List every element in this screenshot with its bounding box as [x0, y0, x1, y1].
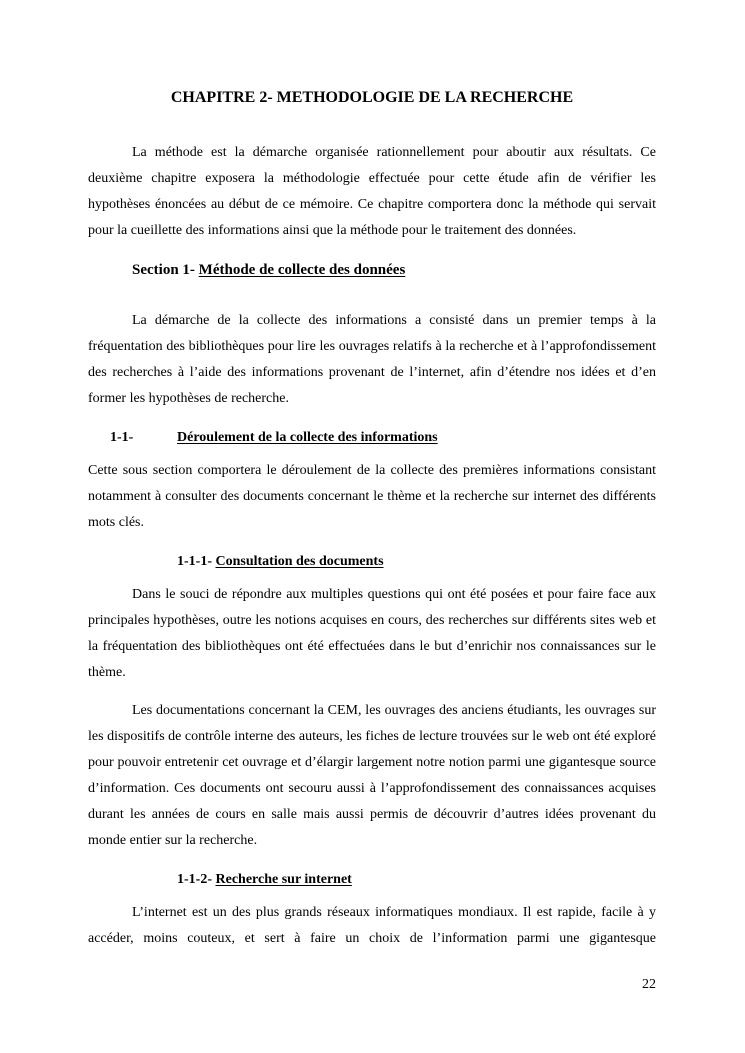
- subsection-1-1-2-heading: [177, 870, 352, 890]
- subsection-1-1-1-title: Consultation des documents: [215, 554, 384, 569]
- subsection-1-1-1-paragraph-2: Les documentations concernant la CEM, les ouvrages des anciens étudiants, les ouvrages sur les dispositifs de contrôle interne des auteurs, les fiches de lecture trouvées sur le web ont été exploré pour pouvoir entretenir cet ouvrage et d’élargir largement notre notion parmi une gigantesque source d’information. Ces documents ont secouru aussi à l’approfondissement des connaissances acquises durant les années de cours en salle mais aussi permis de découvrir d’autres idées provenant du monde entier sur la recherche.: [88, 703, 656, 848]
- subsection-1-1-1-heading: [177, 552, 384, 572]
- section-1-title: Méthode de collecte des données: [198, 262, 406, 278]
- section-1-paragraph: La démarche de la collecte des informations a consisté dans un premier temps à la fréquentation des bibliothèques pour lire les ouvrages relatifs à la recherche et à l’approfondissement des recherches à l’aide des informations provenant de l’internet, afin d’étendre nos idées et d’en former les hypothèses de recherche.: [88, 313, 656, 406]
- section-1-heading: [132, 260, 405, 280]
- subsection-1-1-2-title: Recherche sur internet: [215, 872, 352, 887]
- subsection-1-1-1-number: 1-1-1-: [177, 554, 212, 569]
- subsection-1-1-title: Déroulement de la collecte des informations: [177, 430, 438, 445]
- subsection-1-1-2-paragraph: L’internet est un des plus grands réseaux informatiques mondiaux. Il est rapide, facile à y accéder, moins couteux, et sert à faire un choix de l’information parmi une gigantesque: [88, 905, 656, 946]
- intro-paragraph: La méthode est la démarche organisée rationnellement pour aboutir aux résultats. Ce deuxième chapitre exposera la méthodologie effectuée pour cette étude afin de vérifier les hypothèses énoncées au début de ce mémoire. Ce chapitre comportera donc la méthode qui servait pour la cueillette des informations ainsi que la méthode pour le traitement des données.: [88, 145, 656, 238]
- page-number: 22: [642, 977, 656, 992]
- section-1-number: Section 1-: [132, 262, 195, 278]
- subsection-1-1-paragraph: Cette sous section comportera le déroulement de la collecte des premières informations consistant notamment à consulter des documents concernant le thème et la recherche sur internet des différents mots clés.: [88, 463, 656, 530]
- subsection-1-1-number: 1-1-: [110, 430, 134, 445]
- subsection-1-1-1-paragraph-1: Dans le souci de répondre aux multiples questions qui ont été posées et pour faire face aux principales hypothèses, outre les notions acquises en cours, des recherches sur différents sites web et la fréquentation des bibliothèques ont été effectuées dans le but d’enrichir nos connaissances sur le thème.: [88, 587, 656, 680]
- subsection-1-1-2-number: 1-1-2-: [177, 872, 212, 887]
- chapter-title: CHAPITRE 2- METHODOLOGIE DE LA RECHERCHE: [170, 89, 574, 106]
